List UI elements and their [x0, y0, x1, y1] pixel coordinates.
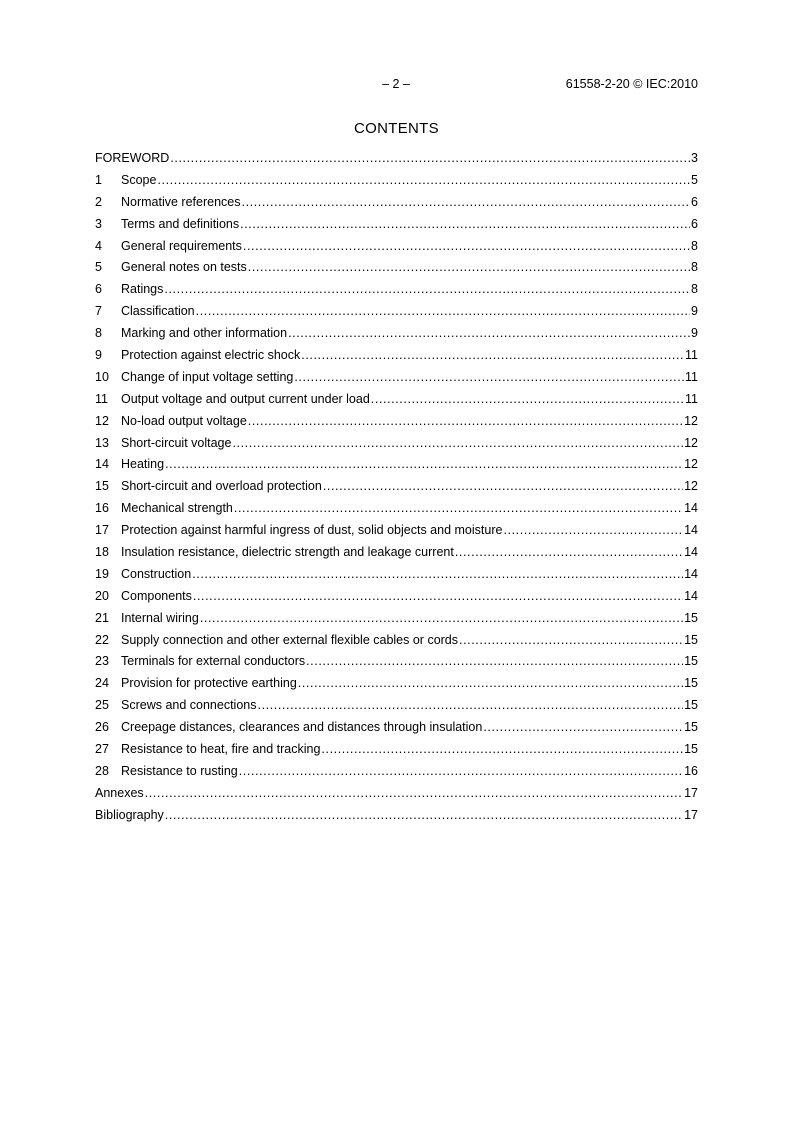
- toc-entry-label: Short-circuit and overload protection: [121, 479, 322, 494]
- toc-entry-page: 16: [684, 763, 698, 778]
- toc-dot-leader: [306, 651, 683, 673]
- toc-entry-label: Resistance to heat, fire and tracking: [121, 742, 321, 757]
- toc-entry-number: 7: [95, 304, 102, 319]
- toc-entry-number: 8: [95, 326, 102, 341]
- toc-dot-leader: [200, 608, 683, 630]
- toc-entry-page: 6: [691, 194, 698, 209]
- toc-entry[interactable]: [95, 608, 698, 630]
- toc-entry-number: 27: [95, 742, 109, 757]
- toc-dot-leader: [455, 542, 683, 564]
- toc-entry-label: Components: [121, 588, 192, 603]
- toc-entry-page: 8: [691, 238, 698, 253]
- toc-entry[interactable]: [95, 279, 698, 301]
- toc-entry-page: 15: [684, 742, 698, 757]
- toc-entry-label: Insulation resistance, dielectric strength and leakage current: [121, 545, 454, 560]
- toc-dot-leader: [232, 433, 683, 455]
- toc-entry[interactable]: [95, 367, 698, 389]
- toc-entry[interactable]: [95, 214, 698, 236]
- toc-dot-leader: [459, 630, 683, 652]
- toc-entry-label: Output voltage and output current under load: [121, 391, 370, 406]
- toc-entry-page: 8: [691, 282, 698, 297]
- toc-entry[interactable]: [95, 476, 698, 498]
- toc-entry-page: 12: [684, 479, 698, 494]
- toc-entry[interactable]: [95, 236, 698, 258]
- toc-entry-page: 6: [691, 216, 698, 231]
- toc-entry-number: 16: [95, 501, 109, 516]
- toc-entry-page: 12: [684, 413, 698, 428]
- toc-entry-number: 9: [95, 348, 102, 363]
- toc-entry[interactable]: [95, 630, 698, 652]
- toc-dot-leader: [192, 564, 683, 586]
- toc-entry-label: Bibliography: [95, 807, 164, 822]
- toc-entry-number: 4: [95, 238, 102, 253]
- toc-entry-label: General requirements: [121, 238, 242, 253]
- toc-entry-number: 22: [95, 632, 109, 647]
- toc-entry-label: Short-circuit voltage: [121, 435, 232, 450]
- toc-entry-number: 14: [95, 457, 109, 472]
- toc-dot-leader: [301, 345, 684, 367]
- toc-entry-page: 5: [691, 172, 698, 187]
- toc-entry-page: 15: [684, 720, 698, 735]
- toc-dot-leader: [164, 279, 690, 301]
- toc-entry-page: 15: [684, 698, 698, 713]
- toc-entry-label: Heating: [121, 457, 165, 472]
- toc-entry-label: FOREWORD: [95, 151, 170, 165]
- toc-entry[interactable]: [95, 673, 698, 695]
- toc-entry-page: 8: [691, 260, 698, 275]
- toc-entry-page: 14: [684, 523, 698, 538]
- toc-entry[interactable]: [95, 257, 698, 279]
- toc-entry-number: 11: [95, 391, 108, 406]
- toc-entry[interactable]: [95, 498, 698, 520]
- toc-entry[interactable]: [95, 323, 698, 345]
- toc-entry-label: General notes on tests: [121, 260, 247, 275]
- toc-entry-label: Classification: [121, 304, 195, 319]
- toc-entry-page: 17: [684, 785, 698, 800]
- toc-dot-leader: [243, 236, 690, 258]
- toc-entry-label: Marking and other information: [121, 326, 288, 341]
- toc-entry-label: Screws and connections: [121, 698, 257, 713]
- toc-entry[interactable]: [95, 651, 698, 673]
- toc-dot-leader: [165, 454, 683, 476]
- toc-entry-page: 14: [684, 588, 698, 603]
- toc-entry-label: Change of input voltage setting: [121, 369, 294, 384]
- toc-entry-number: 3: [95, 216, 102, 231]
- toc-entry[interactable]: [95, 170, 698, 192]
- toc-dot-leader: [323, 476, 683, 498]
- toc-entry-label: Creepage distances, clearances and distances through insulation: [121, 720, 483, 735]
- toc-dot-leader: [483, 717, 683, 739]
- toc-entry[interactable]: [95, 564, 698, 586]
- toc-entry-label: Construction: [121, 566, 192, 581]
- toc-entry-number: 19: [95, 566, 109, 581]
- toc-entry-label: Supply connection and other external flexible cables or cords: [121, 632, 459, 647]
- toc-entry-label: Provision for protective earthing: [121, 676, 297, 691]
- toc-entry-label: Protection against harmful ingress of dust, solid objects and moisture: [121, 523, 503, 538]
- toc-entry-number: 20: [95, 588, 109, 603]
- toc-dot-leader: [294, 367, 684, 389]
- toc-entry-page: 9: [691, 304, 698, 319]
- toc-entry[interactable]: [95, 805, 698, 827]
- toc-entry-number: 21: [95, 610, 109, 625]
- toc-dot-leader: [321, 739, 683, 761]
- toc-dot-leader: [165, 805, 683, 827]
- toc-entry[interactable]: [95, 739, 698, 761]
- toc-entry-number: 1: [95, 172, 102, 187]
- toc-entry-label: Ratings: [121, 282, 164, 297]
- toc-dot-leader: [503, 520, 683, 542]
- toc-entry[interactable]: [95, 345, 698, 367]
- toc-entry[interactable]: [95, 411, 698, 433]
- toc-entry-number: 23: [95, 654, 109, 669]
- toc-dot-leader: [145, 783, 683, 805]
- toc-dot-leader: [193, 586, 683, 608]
- toc-entry-number: 6: [95, 282, 102, 297]
- toc-dot-leader: [196, 301, 690, 323]
- toc-entry[interactable]: [95, 761, 698, 783]
- toc-dot-leader: [239, 761, 683, 783]
- toc-entry-page: 11: [685, 369, 698, 384]
- toc-entry-number: 12: [95, 413, 109, 428]
- toc-entry-page: 12: [684, 435, 698, 450]
- toc-entry-page: 11: [685, 348, 698, 363]
- page-number: – 2 –: [382, 77, 410, 91]
- toc-entry[interactable]: [95, 301, 698, 323]
- toc-entry-label: Internal wiring: [121, 610, 199, 625]
- toc-entry[interactable]: [95, 454, 698, 476]
- toc-dot-leader: [240, 214, 690, 236]
- toc-entry-page: 11: [685, 391, 698, 406]
- toc-entry-number: 5: [95, 260, 102, 275]
- toc-entry-number: 26: [95, 720, 109, 735]
- toc-entry-number: 25: [95, 698, 109, 713]
- toc-dot-leader: [234, 498, 683, 520]
- document-reference: 61558-2-20 © IEC:2010: [565, 77, 698, 91]
- toc-entry-page: 17: [684, 807, 698, 822]
- toc-entry-number: 13: [95, 435, 109, 450]
- contents-title: CONTENTS: [354, 120, 439, 137]
- toc-dot-leader: [170, 148, 690, 170]
- toc-dot-leader: [371, 389, 684, 411]
- toc-entry-page: 12: [684, 457, 698, 472]
- toc-entry-label: Mechanical strength: [121, 501, 233, 516]
- toc-entry-number: 10: [95, 369, 109, 384]
- toc-entry-number: 28: [95, 763, 109, 778]
- toc-entry[interactable]: [95, 586, 698, 608]
- toc-entry[interactable]: [95, 783, 698, 805]
- toc-entry[interactable]: [95, 433, 698, 455]
- toc-entry-label: No-load output voltage: [121, 413, 247, 428]
- toc-entry-label: Resistance to rusting: [121, 763, 238, 778]
- toc-entry-page: 14: [684, 501, 698, 516]
- toc-entry-label: Annexes: [95, 785, 144, 800]
- toc-entry-label: Terminals for external conductors: [121, 654, 306, 669]
- toc-entry-label: Protection against electric shock: [121, 348, 301, 363]
- toc-dot-leader: [258, 695, 684, 717]
- toc-entry[interactable]: [95, 192, 698, 214]
- toc-entry-number: 17: [95, 523, 109, 538]
- toc-entry[interactable]: [95, 717, 698, 739]
- toc-entry[interactable]: [95, 148, 698, 170]
- toc-entry-page: 15: [684, 632, 698, 647]
- toc-entry[interactable]: [95, 695, 698, 717]
- toc-entry[interactable]: [95, 520, 698, 542]
- toc-dot-leader: [248, 411, 683, 433]
- toc-dot-leader: [298, 673, 683, 695]
- table-of-contents: [95, 148, 698, 827]
- toc-entry-label: Scope: [121, 172, 157, 187]
- toc-entry-page: 15: [684, 676, 698, 691]
- toc-entry-page: 15: [684, 610, 698, 625]
- toc-entry-page: 14: [684, 545, 698, 560]
- toc-entry-page: 15: [684, 654, 698, 669]
- toc-entry-number: 15: [95, 479, 109, 494]
- toc-entry[interactable]: [95, 542, 698, 564]
- toc-dot-leader: [248, 257, 690, 279]
- toc-entry-page: 3: [691, 151, 698, 165]
- toc-entry-number: 2: [95, 194, 102, 209]
- toc-entry-number: 24: [95, 676, 109, 691]
- toc-dot-leader: [288, 323, 690, 345]
- toc-entry[interactable]: [95, 389, 698, 411]
- toc-entry-label: Terms and definitions: [121, 216, 240, 231]
- toc-entry-page: 9: [691, 326, 698, 341]
- toc-dot-leader: [157, 170, 690, 192]
- toc-dot-leader: [242, 192, 691, 214]
- toc-entry-number: 18: [95, 545, 109, 560]
- toc-entry-page: 14: [684, 566, 698, 581]
- toc-entry-label: Normative references: [121, 194, 241, 209]
